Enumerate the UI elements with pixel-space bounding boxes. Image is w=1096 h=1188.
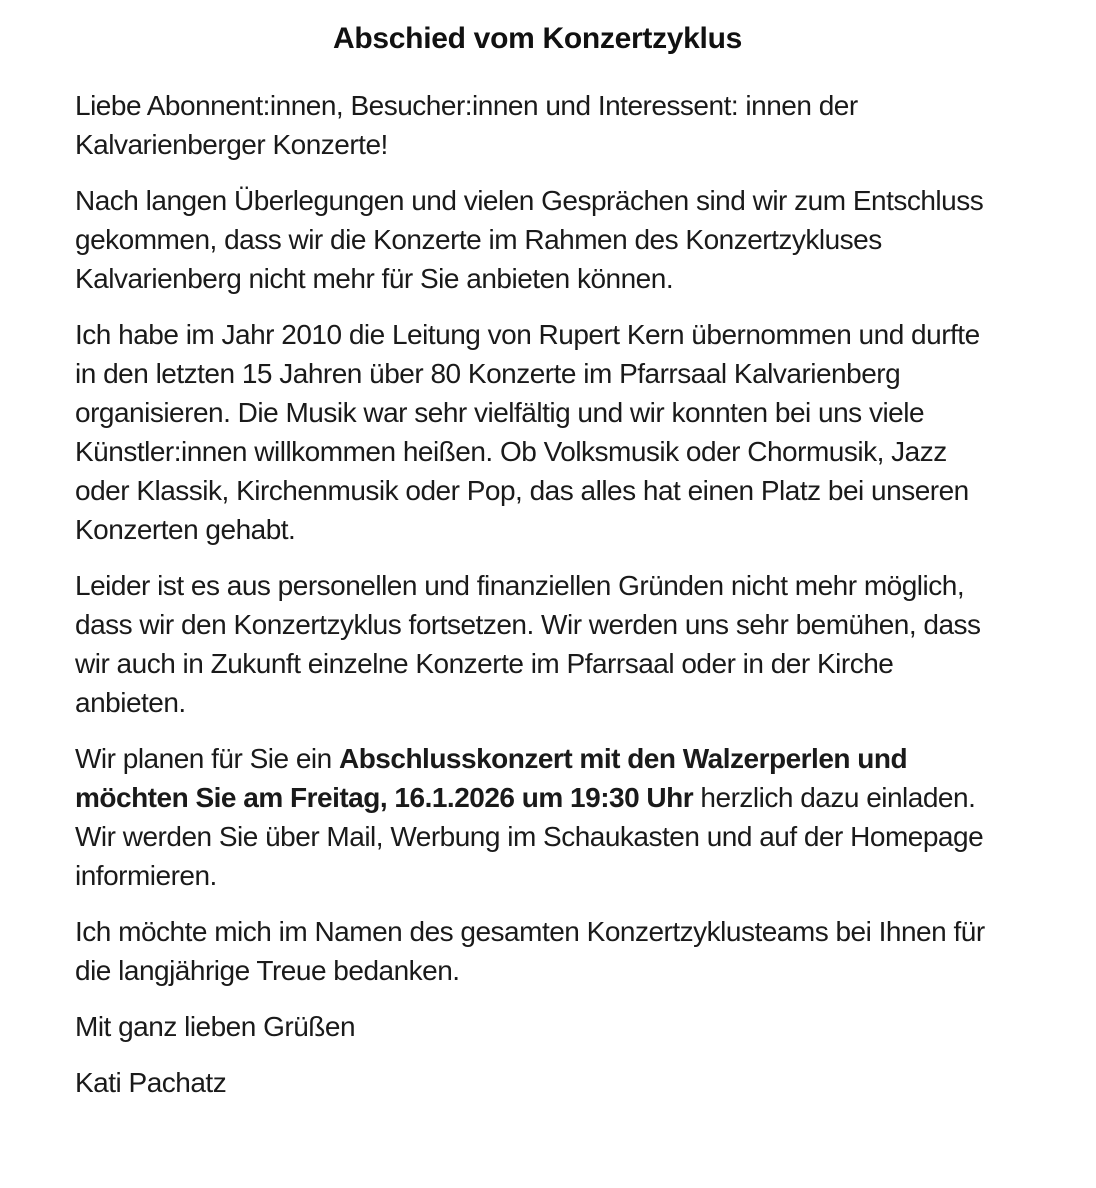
paragraph-reasons xyxy=(75,566,1000,722)
paragraph-text: Ich habe im Jahr 2010 die Leitung von Rupert Kern übernommen und durfte in den letzten 15 Jahren über 80 Konzerte im Pfarrsaal Kalvarienberg organisieren. Die Musik war sehr vielfältig und wir konnten bei uns viele Künstler:innen willkommen heißen. Ob Volksmusik oder Chormusik, Jazz oder Klassik, Kirchenmusik oder Pop, das alles hat einen Platz bei unseren Konzerten gehabt. xyxy=(75,319,980,545)
paragraph-text: Kati Pachatz xyxy=(75,1067,227,1098)
paragraph-text: Nach langen Überlegungen und vielen Gesprächen sind wir zum Entschluss gekommen, dass wir die Konzerte im Rahmen des Konzertzykluses Kalvarienberg nicht mehr für Sie anbieten können. xyxy=(75,185,984,294)
paragraph-text-run: Wir planen für Sie ein xyxy=(75,743,339,774)
paragraph-thanks xyxy=(75,912,1000,990)
paragraph-farewell-concert xyxy=(75,739,1000,895)
paragraph-text-run-bold: Abschlusskonzert mit den Walzerperlen und möchten Sie am Freitag, 16.1.2026 um 19:30 Uhr xyxy=(75,743,908,813)
paragraph-text: Ich möchte mich im Namen des gesamten Konzertzyklusteams bei Ihnen für die langjährige Treue bedanken. xyxy=(75,916,985,986)
paragraph-history xyxy=(75,315,1000,549)
paragraph-text: Leider ist es aus personellen und finanziellen Gründen nicht mehr möglich, dass wir den Konzertzyklus fortsetzen. Wir werden uns sehr bemühen, dass wir auch in Zukunft einzelne Konzerte im Pfarrsaal oder in der Kirche anbieten. xyxy=(75,570,981,718)
paragraph-text: Mit ganz lieben Grüßen xyxy=(75,1011,356,1042)
signature-name xyxy=(75,1063,1000,1102)
paragraph-decision xyxy=(75,181,1000,298)
paragraph-text-run: herzlich dazu einladen. Wir werden Sie über Mail, Werbung im Schaukasten und auf der Homepage informieren. xyxy=(75,782,984,891)
paragraph-text: Liebe Abonnent:innen, Besucher:innen und Interessent: innen der Kalvarienberger Konzerte! xyxy=(75,90,858,160)
paragraph-greeting xyxy=(75,86,1000,164)
page-title: Abschied vom Konzertzyklus xyxy=(333,22,742,55)
closing-salutation xyxy=(75,1007,1000,1046)
